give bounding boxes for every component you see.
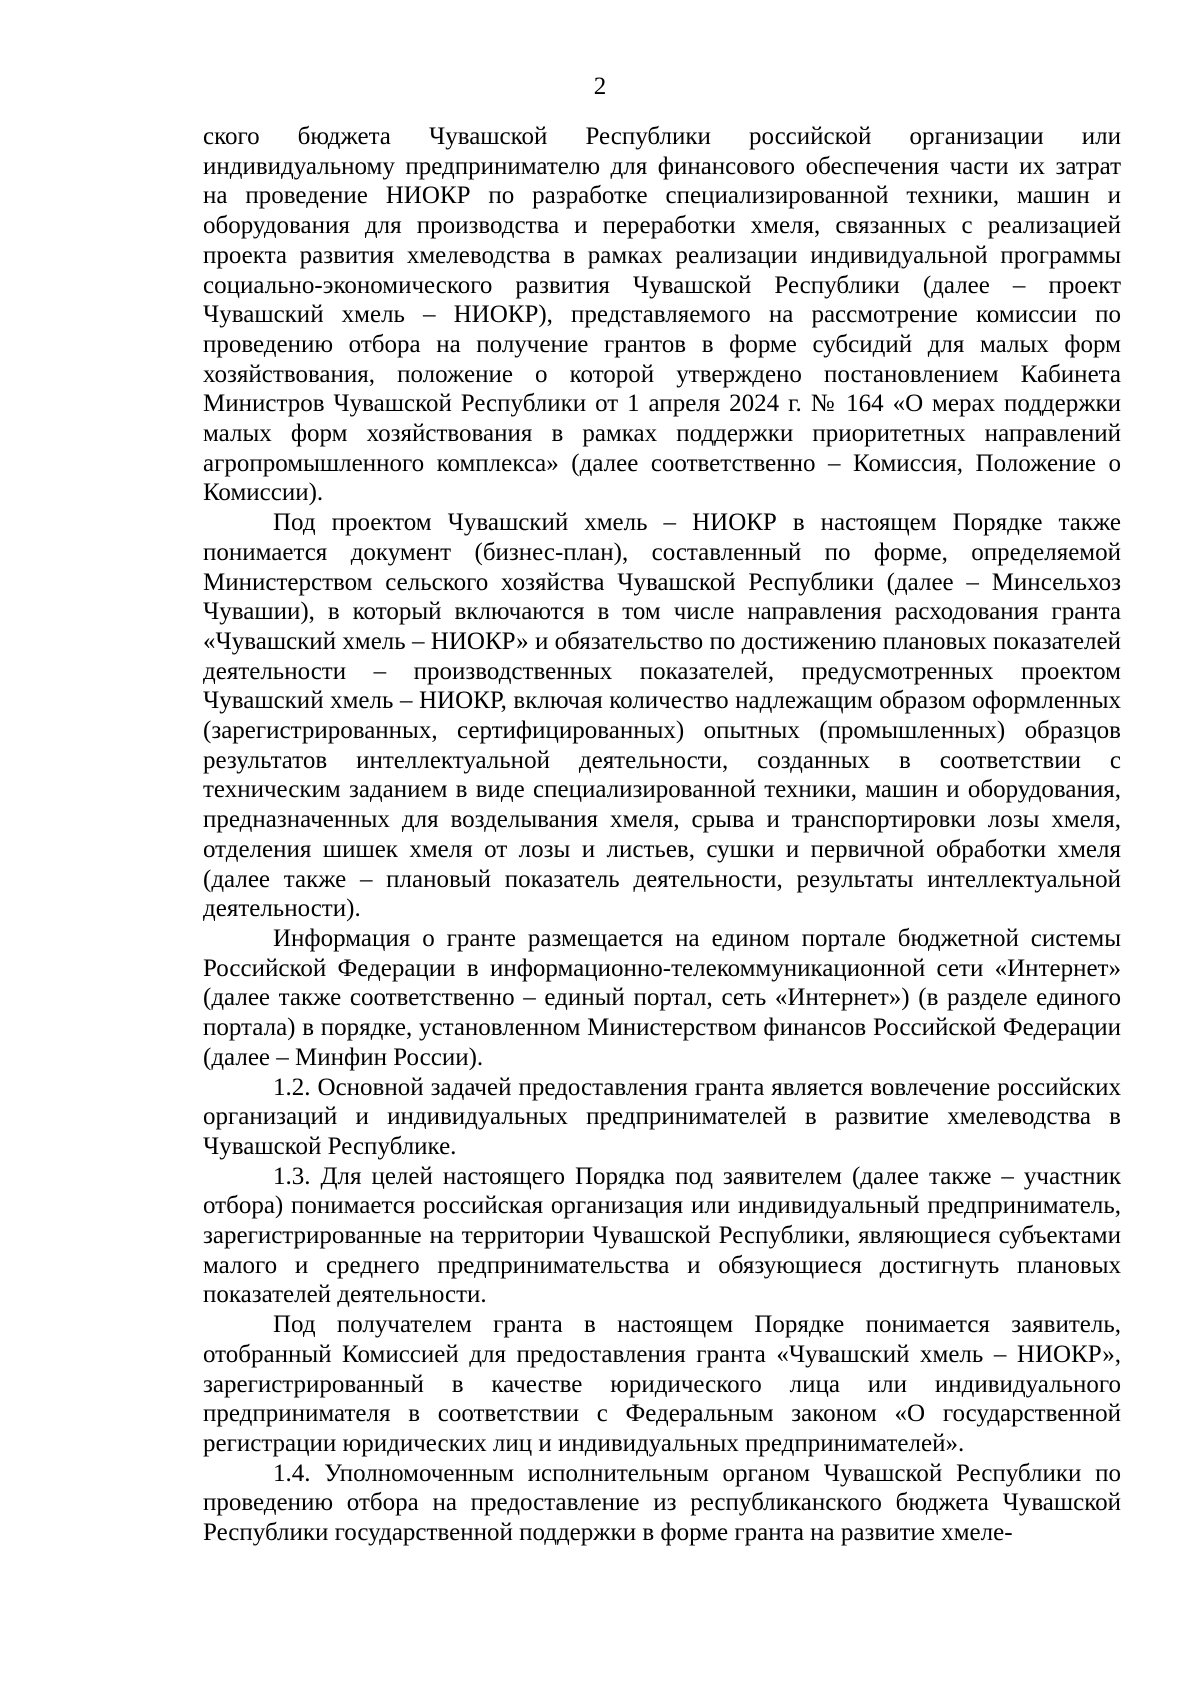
paragraph-grant-recipient: Под получателем гранта в настоящем Порядке понимается заявитель, отобранный Комиссией для предоставления гранта «Чувашский хмель – НИОКР», зарегистрированный в качестве юридического лица или индивидуального предпринимателя в соответствии с Федеральным законом «О государственной регистрации юридических лиц и индивидуальных предпринимателей». bbox=[203, 1311, 1121, 1457]
paragraph-1-3: 1.3. Для целей настоящего Порядка под заявителем (далее также – участник отбора) понимается российская организация или индивидуальный предприниматель, зарегистрированные на территории Чувашской Республики, являющиеся субъектами малого и среднего предпринимательства и обязующиеся достигнуть плановых показателей деятельности. bbox=[203, 1162, 1121, 1309]
paragraph-project-definition: Под проектом Чувашский хмель – НИОКР в настоящем Порядке также понимается документ (бизнес-план), составленный по форме, определяемой Министерством сельского хозяйства Чувашской Республики (далее – Минсельхоз Чувашии), в который включаются в том числе направления расходования гранта «Чувашский хмель – НИОКР» и обязательство по достижению плановых показателей деятельности – производственных показателей, предусмотренных проектом Чувашский хмель – НИОКР, включая количество надлежащим образом оформленных (зарегистрированных, сертифицированных) опытных (промышленных) образцов результатов интеллектуальной деятельности, созданных в соответствии с техническим заданием в виде специализированной техники, машин и оборудования, предназначенных для возделывания хмеля, срыва и транспортировки лозы хмеля, отделения шишек хмеля от лозы и листьев, сушки и первичной обработки хмеля (далее также – плановый показатель деятельности, результаты интеллектуальной деятельности). bbox=[203, 509, 1121, 923]
paragraph-1-4: 1.4. Уполномоченным исполнительным органом Чувашской Республики по проведению отбора на предоставление из республиканского бюджета Чувашской Республики государственной поддержки в форме гранта на развитие хмеле- bbox=[203, 1459, 1121, 1547]
paragraph-continuation: ского бюджета Чувашской Республики российской организации или индивидуальному предпринимателю для финансового обеспечения части их затрат на проведение НИОКР по разработке специализированной техники, машин и оборудования для производства и переработки хмеля, связанных с реализацией проекта развития хмелеводства в рамках реализации индивидуальной программы социально-экономического развития Чувашской Республики (далее – проект Чувашский хмель – НИОКР), представляемого на рассмотрение комиссии по проведению отбора на получение грантов в форме субсидий для малых форм хозяйствования, положение о которой утверждено постановлением Кабинета Министров Чувашской Республики от 1 апреля 2024 г. № 164 «О мерах поддержки малых форм хозяйствования в рамках поддержки приоритетных направлений агропромышленного комплекса» (далее соответственно – Комиссия, Положение о Комиссии). bbox=[203, 123, 1121, 507]
page-number: 2 bbox=[593, 73, 607, 100]
paragraph-1-2: 1.2. Основной задачей предоставления гранта является вовлечение российских организаций и индивидуальных предпринимателей в развитие хмелеводства в Чувашской Республике. bbox=[203, 1073, 1121, 1160]
paragraph-grant-information: Информация о гранте размещается на едином портале бюджетной системы Российской Федерации в информационно-телекоммуникационной сети «Интернет» (далее также соответственно – единый портал, сеть «Интернет») (в разделе единого портала) в порядке, установленном Министерством финансов Российской Федерации (далее – Минфин России). bbox=[203, 924, 1121, 1071]
document-body bbox=[203, 122, 1121, 1548]
